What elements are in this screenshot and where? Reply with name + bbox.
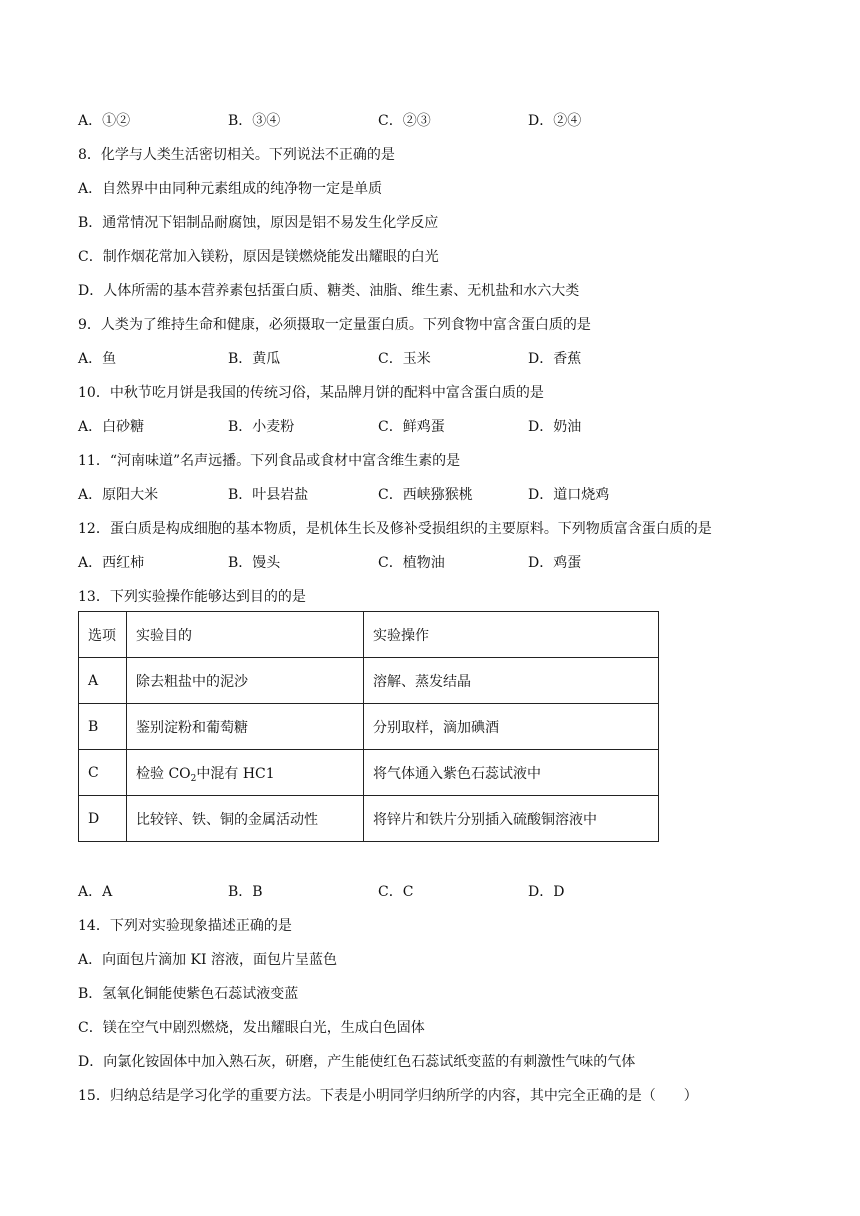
q7-option-a[interactable]: A．①② — [78, 113, 131, 129]
experiment-table — [78, 611, 659, 842]
q13-options — [78, 883, 778, 901]
co2-subscript: 2 — [190, 773, 197, 784]
q8-option-d[interactable]: D．人体所需的基本营养素包括蛋白质、糖类、油脂、维生素、无机盐和水六大类 — [78, 283, 580, 299]
table-row — [79, 750, 659, 796]
q13-option-c[interactable]: C．C — [378, 884, 414, 900]
q13-option-d[interactable]: D．D — [528, 884, 565, 900]
q7-option-d[interactable]: D．②④ — [528, 113, 582, 129]
purpose-text-pre: 检验 CO — [136, 765, 191, 782]
table-cell-option: D — [79, 796, 127, 842]
q9-option-b[interactable]: B．黄瓜 — [228, 351, 281, 367]
q10-options — [78, 418, 778, 436]
q14-option-d[interactable]: D．向氯化铵固体中加入熟石灰，研磨，产生能使红色石蕊试纸变蓝的有刺激性气味的气体 — [78, 1054, 636, 1070]
q9-option-a[interactable]: A．鱼 — [78, 351, 117, 367]
q12-option-b[interactable]: B．馒头 — [228, 555, 281, 571]
q15-stem: 15．归纳总结是学习化学的重要方法。下表是小明同学归纳所学的内容，其中完全正确的是（ ） — [78, 1088, 698, 1104]
table-header-purpose: 实验目的 — [127, 612, 364, 658]
q11-option-b[interactable]: B．叶县岩盐 — [228, 487, 309, 503]
table-header-row — [79, 612, 659, 658]
table-header-operation: 实验操作 — [364, 612, 659, 658]
q11-option-a[interactable]: A．原阳大米 — [78, 487, 159, 503]
q10-option-a[interactable]: A．白砂糖 — [78, 419, 145, 435]
q13-option-b[interactable]: B．B — [228, 884, 263, 900]
q8-option-b[interactable]: B．通常情况下铝制品耐腐蚀，原因是铝不易发生化学反应 — [78, 215, 439, 231]
q11-stem: 11．“河南味道”名声远播。下列食品或食材中富含维生素的是 — [78, 453, 461, 469]
table-cell-operation: 将气体通入紫色石蕊试液中 — [364, 750, 659, 796]
table-cell-operation: 分别取样，滴加碘酒 — [364, 704, 659, 750]
table-cell-operation: 溶解、蒸发结晶 — [364, 658, 659, 704]
table-cell-purpose: 鉴别淀粉和葡萄糖 — [127, 704, 364, 750]
table-row — [79, 704, 659, 750]
table-cell-purpose: 比较锌、铁、铜的金属活动性 — [127, 796, 364, 842]
q10-option-c[interactable]: C．鲜鸡蛋 — [378, 419, 445, 435]
table-cell-operation: 将锌片和铁片分别插入硫酸铜溶液中 — [364, 796, 659, 842]
q8-stem: 8．化学与人类生活密切相关。下列说法不正确的是 — [78, 147, 395, 163]
table-header-option: 选项 — [79, 612, 127, 658]
q7-option-c[interactable]: C．②③ — [378, 113, 431, 129]
q14-option-b[interactable]: B．氢氧化铜能使紫色石蕊试液变蓝 — [78, 986, 299, 1002]
q12-stem: 12．蛋白质是构成细胞的基本物质，是机体生长及修补受损组织的主要原料。下列物质富含蛋白质的是 — [78, 521, 712, 537]
q14-option-a[interactable]: A．向面包片滴加 KI 溶液，面包片呈蓝色 — [78, 952, 337, 968]
q9-options — [78, 350, 778, 368]
q10-stem: 10．中秋节吃月饼是我国的传统习俗，某品牌月饼的配料中富含蛋白质的是 — [78, 385, 544, 401]
table-cell-purpose — [127, 750, 364, 796]
q8-option-a[interactable]: A．自然界中由同种元素组成的纯净物一定是单质 — [78, 181, 383, 197]
q14-option-c[interactable]: C．镁在空气中剧烈燃烧，发出耀眼白光，生成白色固体 — [78, 1020, 425, 1036]
q9-option-d[interactable]: D．香蕉 — [528, 351, 582, 367]
q13-stem: 13．下列实验操作能够达到目的的是 — [78, 589, 306, 605]
q12-option-a[interactable]: A．西红柿 — [78, 555, 145, 571]
q7-option-b[interactable]: B．③④ — [228, 113, 281, 129]
q9-option-c[interactable]: C．玉米 — [378, 351, 431, 367]
q8-option-c[interactable]: C．制作烟花常加入镁粉，原因是镁燃烧能发出耀眼的白光 — [78, 249, 439, 265]
table-row — [79, 796, 659, 842]
q10-option-b[interactable]: B．小麦粉 — [228, 419, 295, 435]
q11-option-d[interactable]: D．道口烧鸡 — [528, 487, 610, 503]
table-row — [79, 658, 659, 704]
q7-options — [78, 112, 778, 130]
q13-option-a[interactable]: A．A — [78, 884, 113, 900]
table-cell-option: C — [79, 750, 127, 796]
table-cell-option: A — [79, 658, 127, 704]
q11-option-c[interactable]: C．西峡猕猴桃 — [378, 487, 473, 503]
q11-options — [78, 486, 778, 504]
table-cell-purpose: 除去粗盐中的泥沙 — [127, 658, 364, 704]
q12-option-c[interactable]: C．植物油 — [378, 555, 445, 571]
q14-stem: 14．下列对实验现象描述正确的是 — [78, 918, 292, 934]
q9-stem: 9．人类为了维持生命和健康，必须摄取一定量蛋白质。下列食物中富含蛋白质的是 — [78, 317, 591, 333]
q12-option-d[interactable]: D．鸡蛋 — [528, 555, 582, 571]
table-cell-option: B — [79, 704, 127, 750]
purpose-text-post: 中混有 HC1 — [196, 765, 275, 782]
q10-option-d[interactable]: D．奶油 — [528, 419, 582, 435]
q12-options — [78, 554, 778, 572]
